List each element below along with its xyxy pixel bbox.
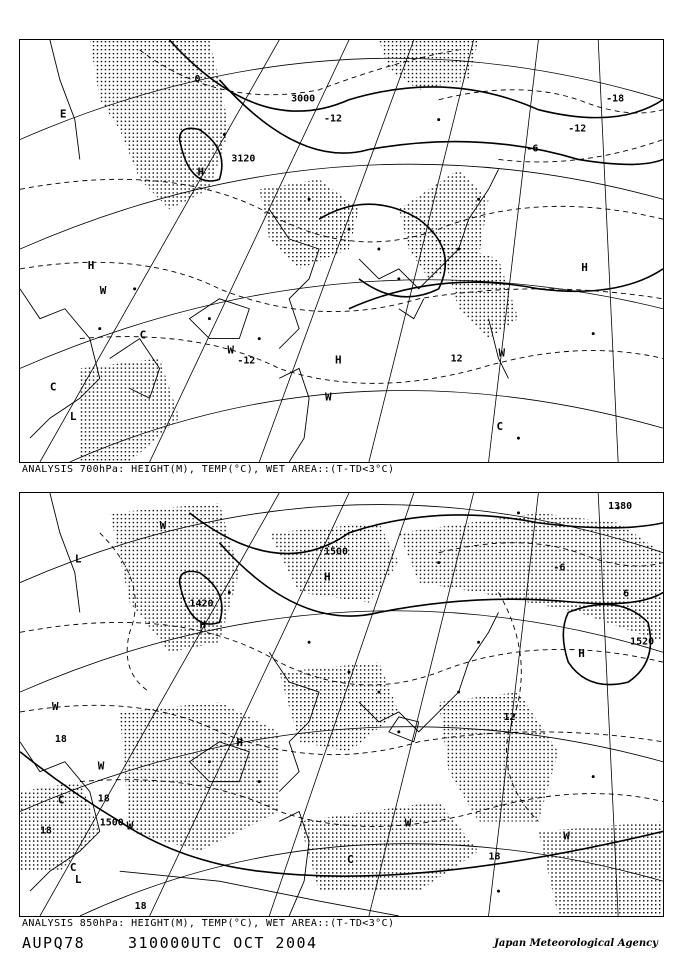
caption-850hpa: ANALYSIS 850hPa: HEIGHT(M), TEMP(°C), WET AREA::(T-TD<3°C) xyxy=(22,918,395,929)
contour-label: 1500 xyxy=(99,817,124,829)
contour-label: 18 xyxy=(39,825,52,837)
cold-center: C xyxy=(346,853,354,867)
contour-label: 0 xyxy=(194,73,201,85)
contour-label: 18 xyxy=(134,901,147,913)
cold-center: C xyxy=(139,328,147,342)
low-center: L xyxy=(74,552,82,566)
east-marker: E xyxy=(59,107,67,121)
warm-center: W xyxy=(498,346,506,360)
warm-center: W xyxy=(227,343,234,357)
contour-label: 12 xyxy=(503,711,516,723)
high-center: H xyxy=(335,353,342,367)
high-center: H xyxy=(87,258,95,272)
map-850hpa-graphic xyxy=(20,493,663,916)
contour-label: 18 xyxy=(54,733,67,745)
contour-label: 1500 xyxy=(324,546,349,558)
high-center: H xyxy=(324,570,331,584)
warm-center: W xyxy=(97,759,105,773)
agency-name: Japan Meteorological Agency xyxy=(494,938,658,949)
cold-center: C xyxy=(69,861,77,875)
cold-center: C xyxy=(49,380,57,394)
contour-label: -6 xyxy=(553,562,566,574)
contour-label: 18 xyxy=(488,851,501,863)
warm-center: W xyxy=(563,829,570,843)
high-center: H xyxy=(578,647,585,661)
contour-label: -12 xyxy=(568,123,587,135)
contour-label: 3000 xyxy=(291,93,316,105)
map-850hpa xyxy=(19,492,664,917)
warm-center: W xyxy=(99,283,107,297)
high-center: H xyxy=(236,735,243,749)
warm-center: W xyxy=(325,390,332,404)
cold-center: C xyxy=(57,793,65,807)
high-center: H xyxy=(199,618,207,632)
product-code: AUPQ78 xyxy=(22,934,86,952)
contour-label: 1420 xyxy=(189,598,214,610)
contour-label: -18 xyxy=(606,93,625,105)
high-center: H xyxy=(581,260,588,274)
contour-label: -12 xyxy=(324,113,343,125)
cold-center: C xyxy=(496,420,504,434)
caption-700hpa: ANALYSIS 700hPa: HEIGHT(M), TEMP(°C), WET AREA::(T-TD<3°C) xyxy=(22,464,395,475)
map-700hpa xyxy=(19,39,664,463)
low-center: L xyxy=(74,873,82,887)
valid-time: 310000UTC OCT 2004 xyxy=(128,934,318,952)
contour-label: 18 xyxy=(97,793,110,805)
contour-label: -12 xyxy=(237,355,256,367)
contour-label: 1520 xyxy=(630,636,655,648)
warm-center: W xyxy=(159,518,167,532)
contour-label: 3120 xyxy=(231,153,256,165)
contour-label: 1380 xyxy=(608,500,633,512)
contour-label: 12 xyxy=(450,353,463,365)
wet-areas xyxy=(20,500,663,916)
high-center: H xyxy=(197,165,205,179)
contour-label: -6 xyxy=(526,143,539,155)
contour-label: 6 xyxy=(623,588,630,600)
warm-center: W xyxy=(51,699,59,713)
low-center: L xyxy=(69,410,77,424)
warm-center: W xyxy=(404,816,412,830)
map-700hpa-graphic xyxy=(20,40,663,462)
warm-center: W xyxy=(126,819,134,833)
